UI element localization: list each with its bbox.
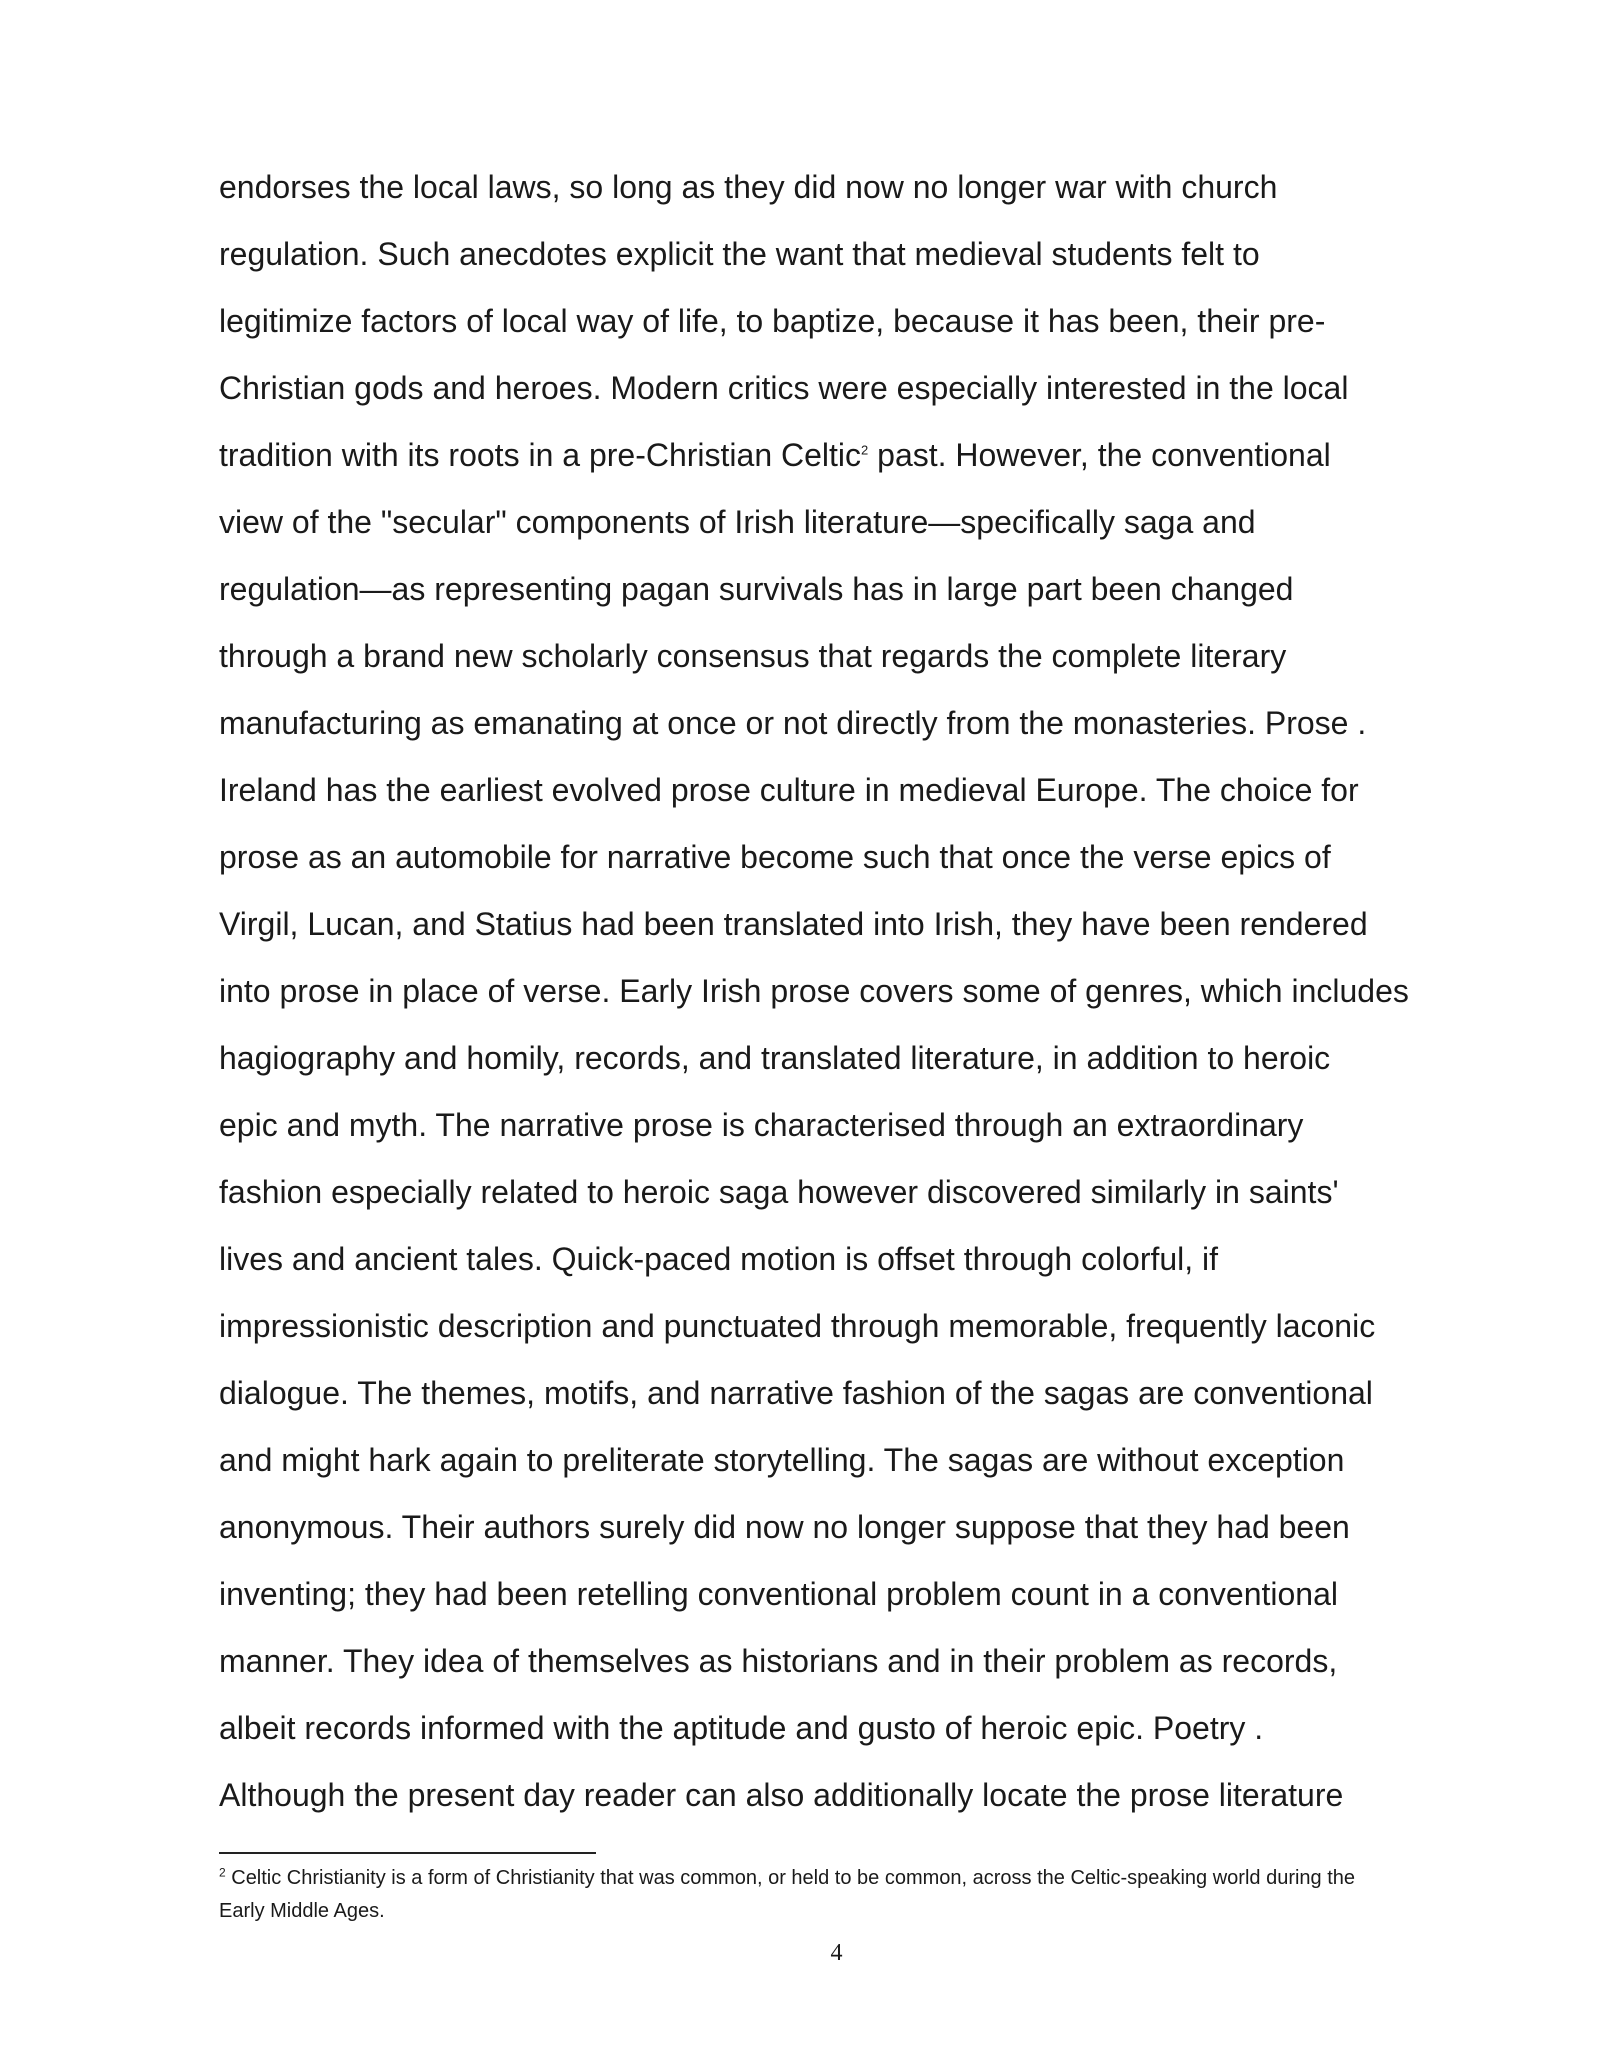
footnote-line: Early Middle Ages.	[219, 1900, 385, 1922]
footnote-line	[219, 1862, 1469, 1895]
text-line: and might hark again to preliterate storytelling. The sagas are without exception	[219, 1442, 1345, 1478]
text-line: hagiography and homily, records, and translated literature, in addition to heroic	[219, 1040, 1331, 1076]
text-line: dialogue. The themes, motifs, and narrative fashion of the sagas are conventional	[219, 1375, 1373, 1411]
page-number: 4	[830, 1940, 843, 1966]
text-line: fashion especially related to heroic saga however discovered similarly in saints'	[219, 1174, 1339, 1210]
text-line: Christian gods and heroes. Modern critics were especially interested in the local	[219, 370, 1349, 406]
text-line: through a brand new scholarly consensus that regards the complete literary	[219, 638, 1287, 674]
footnote-number: 2	[219, 1865, 226, 1880]
text-line: Virgil, Lucan, and Statius had been translated into Irish, they have been rendered	[219, 906, 1368, 942]
text-line: epic and myth. The narrative prose is characterised through an extraordinary	[219, 1107, 1304, 1143]
text-line: manner. They idea of themselves as historians and in their problem as records,	[219, 1643, 1338, 1679]
footnote-text: Celtic Christianity is a form of Christianity that was common, or held to be common, across the Celtic-speaking world during the	[225, 1867, 1356, 1889]
text-line: impressionistic description and punctuated through memorable, frequently laconic	[219, 1308, 1376, 1344]
text-line: view of the "secular" components of Irish literature—specifically saga and	[219, 504, 1256, 540]
text-line: lives and ancient tales. Quick-paced motion is offset through colorful, if	[219, 1241, 1219, 1277]
text-line: Ireland has the earliest evolved prose culture in medieval Europe. The choice for	[219, 772, 1359, 808]
text-line-with-footnote-ref	[219, 422, 1459, 489]
text-line: Although the present day reader can also additionally locate the prose literature	[219, 1777, 1344, 1813]
text-line: inventing; they had been retelling conventional problem count in a conventional	[219, 1576, 1338, 1612]
text-line: regulation—as representing pagan survivals has in large part been changed	[219, 571, 1294, 607]
text-line: prose as an automobile for narrative become such that once the verse epics of	[219, 839, 1331, 875]
text-segment: tradition with its roots in a pre-Christian Celtic	[219, 437, 862, 473]
text-line: anonymous. Their authors surely did now no longer suppose that they had been	[219, 1509, 1350, 1545]
footnote	[219, 1862, 1469, 1928]
text-line: into prose in place of verse. Early Irish prose covers some of genres, which includes	[219, 973, 1409, 1009]
footnote-separator	[219, 1852, 596, 1854]
text-line: legitimize factors of local way of life, to baptize, because it has been, their pre-	[219, 303, 1326, 339]
footnote-reference[interactable]: 2	[861, 442, 869, 458]
text-line: manufacturing as emanating at once or not directly from the monasteries. Prose .	[219, 705, 1367, 741]
text-line: albeit records informed with the aptitude and gusto of heroic epic. Poetry .	[219, 1710, 1264, 1746]
body-text	[219, 154, 1459, 1829]
text-segment: past. However, the conventional	[868, 437, 1331, 473]
text-line: endorses the local laws, so long as they did now no longer war with church	[219, 169, 1278, 205]
text-line: regulation. Such anecdotes explicit the want that medieval students felt to	[219, 236, 1260, 272]
